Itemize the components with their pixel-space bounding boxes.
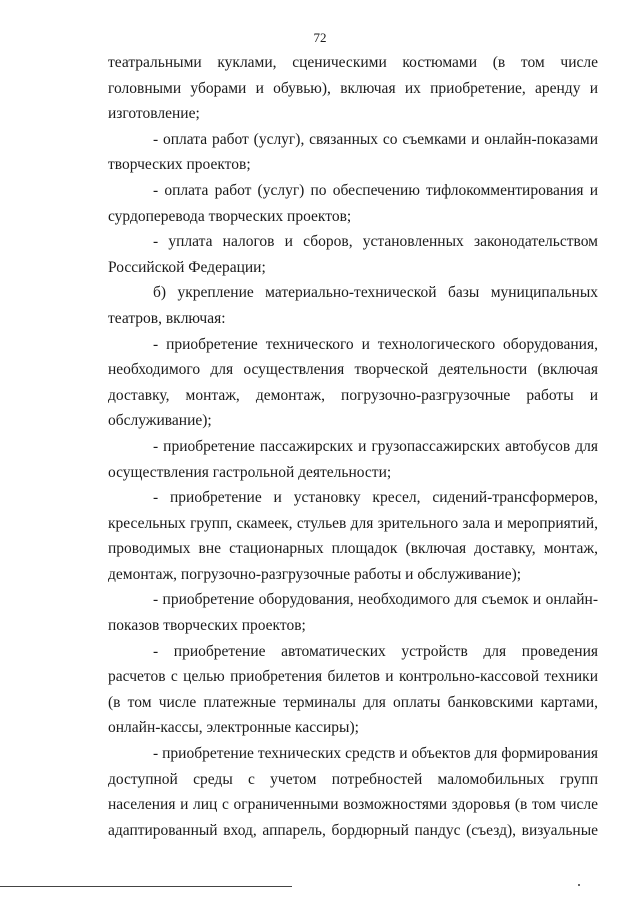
paragraph: - оплата работ (услуг) по обеспечению тифлокомментирования и сурдоперевода творческих проектов; xyxy=(108,181,598,225)
paragraph: - приобретение пассажирских и грузопассажирских автобусов для осуществления гастрольной деятельности; xyxy=(108,437,598,481)
paragraph: - уплата налогов и сборов, установленных законодательством Российской Федерации; xyxy=(108,233,598,276)
footer-mark xyxy=(578,884,580,886)
paragraph-continues: - приобретение технических средств и объектов для формирования доступной среды с учетом потребностей маломобильных групп населения и лиц с ограниченными возможностями здоровья (в том числе адаптированный вход, аппарель, бордюрный пандус (съезд), визуальные xyxy=(108,745,598,839)
paragraph-continuation: театральными куклами, сценическими костюмами (в том числе головными уборами и обувью), включая их приобретение, аренду и изготовление; xyxy=(108,54,598,123)
body-text xyxy=(108,50,598,843)
paragraph: б) укрепление материально-технической базы муниципальных театров, включая: xyxy=(108,284,598,327)
paragraph: - оплата работ (услуг), связанных со съемками и онлайн-показами творческих проектов; xyxy=(108,130,598,174)
paragraph: - приобретение и установку кресел, сидений-трансформеров, кресельных групп, скамеек, стульев для зрительного зала и мероприятий, проводимых вне стационарных площадок (включая доставку, монтаж, демонтаж, погрузочно-разгрузочные работы и обслуживание); xyxy=(108,489,598,583)
paragraph: - приобретение автоматических устройств для проведения расчетов с целью приобретения билетов и контрольно-кассовой техники (в том числе платежные терминалы для оплаты банковскими картами, онлайн-кассы, электронные кассиры); xyxy=(108,642,598,737)
footer-rule xyxy=(0,886,292,887)
paragraph: - приобретение оборудования, необходимого для съемок и онлайн-показов творческих проектов; xyxy=(108,591,598,635)
paragraph: - приобретение технического и технологического оборудования, необходимого для осуществления творческой деятельности (включая доставку, монтаж, демонтаж, погрузочно-разгрузочные работы и обслуживание); xyxy=(108,335,598,430)
page-number: 72 xyxy=(313,30,327,45)
